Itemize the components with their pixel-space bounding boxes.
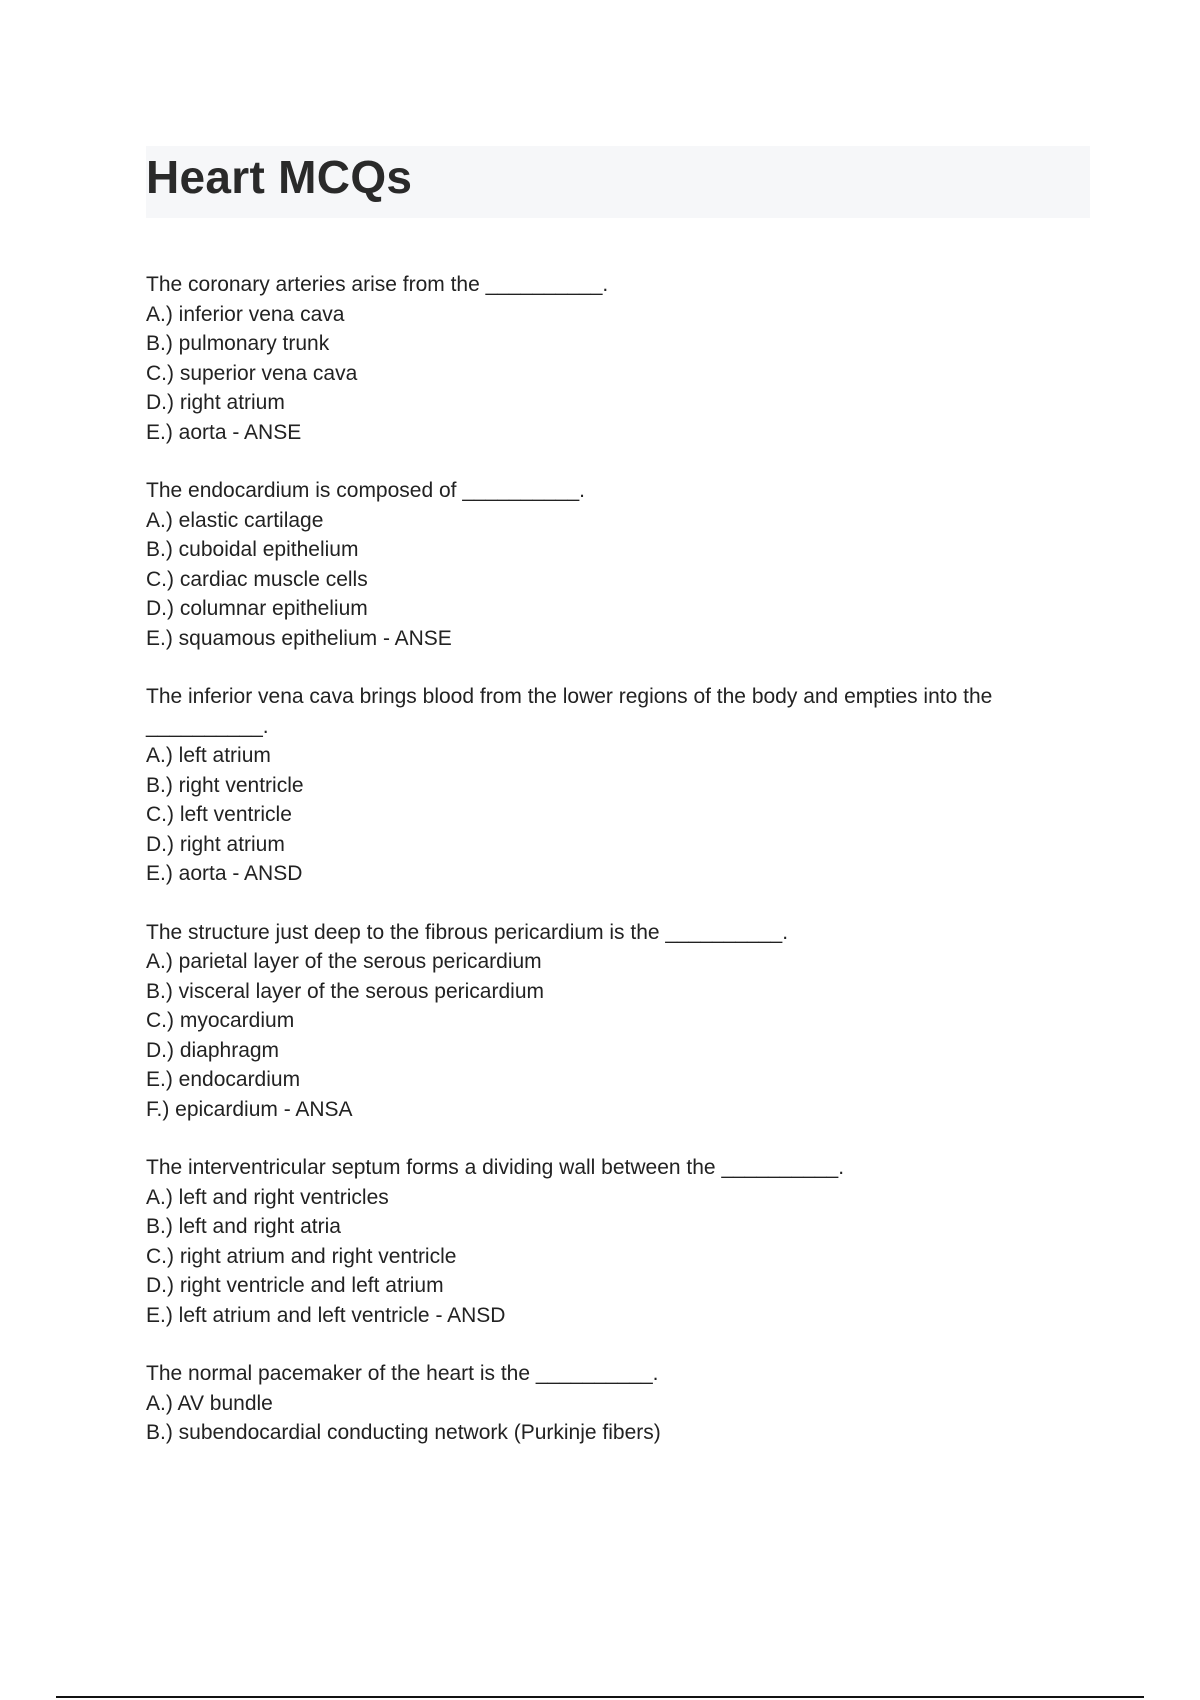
option-c: C.) myocardium [146, 1009, 295, 1032]
option-f: F.) epicardium - ANSA [146, 1097, 353, 1121]
question-2 [146, 476, 1076, 653]
question-text: The normal pacemaker of the heart is the __________. [146, 1362, 659, 1385]
option-a: A.) inferior vena cava [146, 302, 345, 326]
question-4 [146, 918, 1076, 1125]
option-d: D.) diaphragm [146, 1038, 280, 1062]
option-e: E.) squamous epithelium - ANSE [146, 626, 452, 650]
option-d: D.) right atrium [146, 832, 285, 856]
option-c: C.) left ventricle [146, 803, 292, 826]
option-c: C.) superior vena cava [146, 361, 358, 385]
option-b: B.) cuboidal epithelium [146, 538, 359, 561]
question-5 [146, 1153, 1076, 1330]
option-d: D.) columnar epithelium [146, 597, 368, 620]
option-b: B.) right ventricle [146, 773, 304, 797]
option-b: B.) pulmonary trunk [146, 332, 330, 355]
question-text: The endocardium is composed of __________. [146, 479, 585, 502]
option-a: A.) AV bundle [146, 1391, 273, 1415]
question-text: The coronary arteries arise from the __________. [146, 273, 609, 296]
question-text: The interventricular septum forms a dividing wall between the __________. [146, 1156, 845, 1179]
option-a: A.) elastic cartilage [146, 508, 324, 532]
question-text: The structure just deep to the fibrous pericardium is the __________. [146, 920, 789, 944]
option-a: A.) parietal layer of the serous pericardium [146, 950, 542, 973]
option-e: E.) aorta - ANSE [146, 420, 302, 444]
option-d: D.) right ventricle and left atrium [146, 1274, 444, 1297]
option-a: A.) left atrium [146, 744, 271, 767]
option-d: D.) right atrium [146, 391, 285, 414]
question-list [146, 270, 1076, 1477]
question-6 [146, 1359, 1076, 1448]
option-b: B.) subendocardial conducting network (Purkinje fibers) [146, 1421, 661, 1444]
option-e: E.) endocardium [146, 1068, 301, 1091]
page-bottom-rule [56, 1696, 1144, 1698]
title-banner [146, 146, 1090, 218]
question-3 [146, 682, 1076, 889]
question-text: The inferior vena cava brings blood from the lower regions of the body and empties into the __________. [146, 685, 993, 738]
option-a: A.) left and right ventricles [146, 1185, 389, 1209]
option-e: E.) aorta - ANSD [146, 862, 303, 885]
option-c: C.) right atrium and right ventricle [146, 1244, 457, 1268]
option-b: B.) visceral layer of the serous pericardium [146, 979, 544, 1003]
question-1 [146, 270, 1076, 447]
option-c: C.) cardiac muscle cells [146, 567, 368, 591]
option-b: B.) left and right atria [146, 1215, 341, 1238]
option-e: E.) left atrium and left ventricle - ANSD [146, 1303, 506, 1327]
page-title: Heart MCQs [146, 151, 413, 203]
